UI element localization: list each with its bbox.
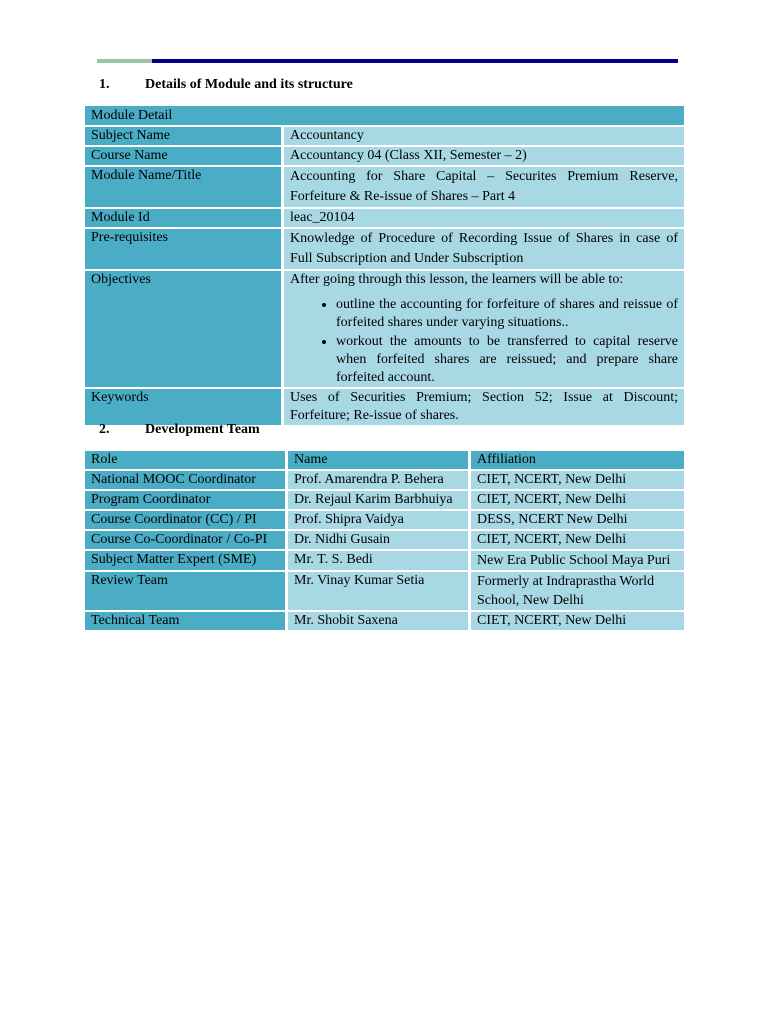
section-1-number: 1. bbox=[99, 77, 110, 92]
team-name: Prof. Amarendra P. Behera bbox=[288, 471, 468, 489]
team-affiliation: CIET, NCERT, New Delhi bbox=[471, 612, 684, 630]
column-header-affiliation: Affiliation bbox=[471, 451, 684, 469]
objectives-cell bbox=[284, 271, 684, 387]
team-role: Review Team bbox=[85, 572, 285, 610]
section-2-number: 2. bbox=[99, 422, 110, 437]
section-1-title: Details of Module and its structure bbox=[145, 77, 353, 92]
team-name: Mr. T. S. Bedi bbox=[288, 551, 468, 570]
section-2-title: Development Team bbox=[145, 422, 260, 437]
team-affiliation: New Era Public School Maya Puri bbox=[471, 551, 684, 570]
team-affiliation: Formerly at Indraprastha World School, New Delhi bbox=[471, 572, 684, 610]
row-value: Accountancy bbox=[284, 127, 684, 145]
development-team-table bbox=[82, 449, 687, 632]
table-row bbox=[85, 551, 684, 570]
team-affiliation: CIET, NCERT, New Delhi bbox=[471, 491, 684, 509]
objectives-list bbox=[290, 295, 678, 387]
module-detail-header: Module Detail bbox=[85, 106, 684, 125]
team-name: Dr. Nidhi Gusain bbox=[288, 531, 468, 549]
row-label: Pre-requisites bbox=[85, 229, 281, 269]
team-header-row bbox=[85, 451, 684, 469]
header-rule-blue bbox=[152, 59, 678, 63]
team-name: Mr. Vinay Kumar Setia bbox=[288, 572, 468, 610]
team-role: National MOOC Coordinator bbox=[85, 471, 285, 489]
objectives-label: Objectives bbox=[85, 271, 281, 387]
team-affiliation: CIET, NCERT, New Delhi bbox=[471, 471, 684, 489]
table-row bbox=[85, 531, 684, 549]
row-label: Module Name/Title bbox=[85, 167, 281, 207]
row-value: Accounting for Share Capital – Securites Premium Reserve, Forfeiture & Re-issue of Shares – Part 4 bbox=[284, 167, 684, 207]
table-row bbox=[85, 612, 684, 630]
list-item: • workout the amounts to be transferred to capital reserve when forfeited shares are reissued; and prepare share forfeited account. bbox=[336, 332, 678, 387]
keywords-label: Keywords bbox=[85, 389, 281, 425]
team-affiliation: CIET, NCERT, New Delhi bbox=[471, 531, 684, 549]
objectives-intro: After going through this lesson, the learners will be able to: bbox=[290, 272, 624, 287]
header-rule bbox=[97, 59, 678, 63]
table-row bbox=[85, 147, 684, 165]
section-2-heading bbox=[99, 422, 260, 438]
team-name: Prof. Shipra Vaidya bbox=[288, 511, 468, 529]
team-role: Course Co-Coordinator / Co-PI bbox=[85, 531, 285, 549]
team-name: Mr. Shobit Saxena bbox=[288, 612, 468, 630]
table-row bbox=[85, 471, 684, 489]
team-role: Course Coordinator (CC) / PI bbox=[85, 511, 285, 529]
section-1-heading bbox=[99, 77, 353, 93]
row-value: leac_20104 bbox=[284, 209, 684, 227]
table-row bbox=[85, 167, 684, 207]
list-item: • outline the accounting for forfeiture of shares and reissue of forfeited shares under varying situations.. bbox=[336, 295, 678, 332]
module-detail-header-row bbox=[85, 106, 684, 125]
column-header-role: Role bbox=[85, 451, 285, 469]
row-label: Subject Name bbox=[85, 127, 281, 145]
team-role: Technical Team bbox=[85, 612, 285, 630]
table-row bbox=[85, 229, 684, 269]
table-row bbox=[85, 127, 684, 145]
team-role: Program Coordinator bbox=[85, 491, 285, 509]
keywords-value: Uses of Securities Premium; Section 52; Issue at Discount; Forfeiture; Re-issue of shares. bbox=[284, 389, 684, 425]
table-row bbox=[85, 389, 684, 425]
team-name: Dr. Rejaul Karim Barbhuiya bbox=[288, 491, 468, 509]
table-row bbox=[85, 209, 684, 227]
table-row bbox=[85, 572, 684, 610]
column-header-name: Name bbox=[288, 451, 468, 469]
team-affiliation: DESS, NCERT New Delhi bbox=[471, 511, 684, 529]
header-rule-green bbox=[97, 59, 152, 63]
table-row bbox=[85, 491, 684, 509]
row-value: Accountancy 04 (Class XII, Semester – 2) bbox=[284, 147, 684, 165]
row-label: Module Id bbox=[85, 209, 281, 227]
row-value: Knowledge of Procedure of Recording Issue of Shares in case of Full Subscription and Under Subscription bbox=[284, 229, 684, 269]
row-label: Course Name bbox=[85, 147, 281, 165]
table-row bbox=[85, 271, 684, 387]
module-detail-table bbox=[82, 104, 687, 427]
table-row bbox=[85, 511, 684, 529]
team-role: Subject Matter Expert (SME) bbox=[85, 551, 285, 570]
